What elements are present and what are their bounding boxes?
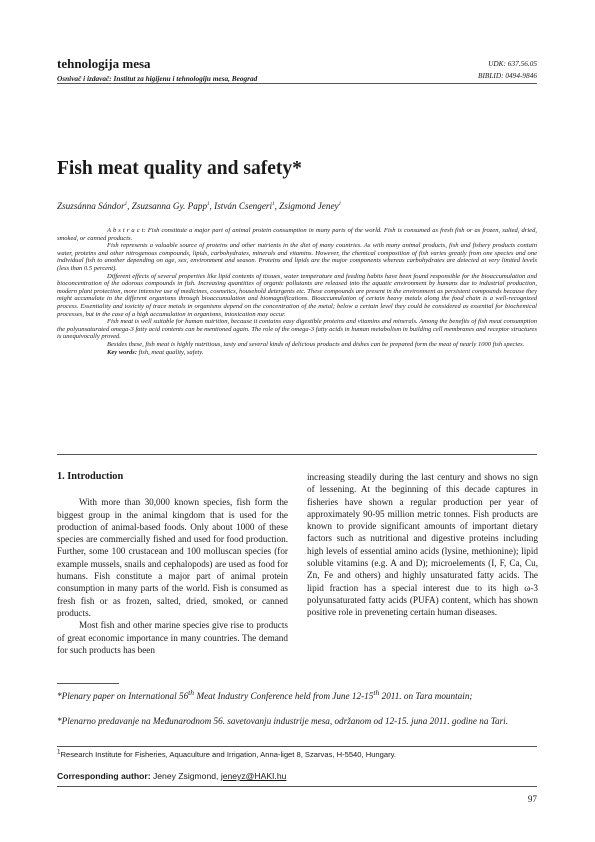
abstract-label: A b s t r a c t: [107, 227, 146, 234]
right-column [307, 471, 538, 619]
section-heading: 1. Introduction [57, 471, 124, 482]
header-divider [57, 83, 537, 84]
corresponding-name: Jeney Zsigmond, [152, 771, 219, 781]
author-name: Zsuzsanna Gy. Papp [131, 201, 208, 211]
affiliation-divider [57, 746, 537, 747]
keywords-text: fish, meat quality, safety. [138, 348, 204, 356]
journal-header [57, 56, 257, 83]
journal-title: tehnologija mesa [57, 56, 151, 71]
corresponding-label: Corresponding author: [57, 771, 151, 781]
author-affiliation-mark: 1 [272, 201, 275, 207]
footnote-plenary-sr: *Plenarno predavanje na Međunarodnom 56. savetovanju industrije mesa, održanom od 12-15. juna 2011. godine na Tari. [57, 716, 509, 726]
author-list: Zsuzsánna Sándor$^1$, Zsuzsanna Gy. Papp$^1$, István Csengeri$^1$, Zsigmond Jeney$^1$ [57, 201, 342, 211]
author-affiliation-mark: 1 [207, 201, 210, 207]
corresponding-email-link[interactable]: jeneyz@HAKI.hu [220, 771, 287, 781]
keywords [57, 349, 537, 357]
udk-code: UDK: 637.56.05 [488, 59, 537, 68]
body-paragraph: increasing steadily during the last century and shows no sign of lessening. At the beginning of this decade captures in fisheries have shown a regular production per year of approximately 90-95 million metric tonnes. Fish products are known to provide significant amounts of important dietary factors such as nutritional and digestive proteins including high levels of essential amino acids (lysine, methionine); lipid soluble vitamins (e.g. A and D); microelements (I, F, Ca, Cu, Zn, Fe and others) and highly unsaturated fatty acids. The lipid fraction has a special interest due to its high ω-3 polyunsaturated fatty acids (PUFA) content, which has shown positive role in preveneting certain human diseases. [307, 472, 538, 618]
author-affiliation-mark: 1 [338, 201, 342, 207]
paper-title: Fish meat quality and safety* [57, 158, 302, 179]
affiliation-mark: 1 [57, 748, 61, 756]
body-paragraph: Most fish and other marine species give rise to products of great economic importance in many countries. The demand for such products has been [57, 620, 288, 655]
page-number: 97 [527, 794, 537, 804]
header-codes [478, 58, 537, 82]
author-affiliation-mark: 1 [124, 201, 128, 207]
footnote-plenary-en: *Plenary paper on International 56th Meat Industry Conference held from June 12-15th 2011. on Tara mountain; [57, 687, 473, 701]
footer-divider [57, 786, 537, 787]
abstract-paragraph: Fish meat is well suitable for human nutrition, because it contains easy digestible proteins and vitamins and minerals. Among the benefits of fish meat consumption the polyunsaturated omega-3 fatty acid contents can be mentioned again. The role of the omega-3 fatty acids in human metabolism in building cell membranes and receptor structures is unequivocally proved. [57, 318, 537, 341]
publisher-line: Osnivač i izdavač: Institut za higijenu i tehnologiju mesa, Beograd [57, 74, 258, 83]
author-name: Zsuzsánna Sándor [57, 201, 125, 211]
section-divider [57, 454, 537, 455]
author-name: István Csengeri [214, 201, 273, 211]
footnote-divider [57, 683, 119, 684]
biblid-code: BIBLID: 0494-9846 [478, 71, 537, 80]
body-paragraph: With more than 30,000 known species, fish form the biggest group in the animal kingdom that is used for the production of animal-based foods. Only about 1000 of these species are commercially fished and used for food production. Further, some 100 crustacean and 100 molluscan species (for example mussels, snails and cephalopods) are used as food for humans. Fish constitute a major part of animal protein consumption in many parts of the world. Fish is consumed as fresh fish or as frozen, salted, dried, smoked, or canned products. [57, 497, 288, 618]
left-column [57, 471, 288, 656]
abstract [57, 227, 537, 356]
abstract-paragraph: A b s t r a c t: Fish constitute a major part of animal protein consumption in many parts of the world. Fish is consumed as fresh fish or as frozen, salted, dried, smoked, or canned products. [57, 227, 537, 242]
abstract-paragraph: Besides these, fish meat is highly nutritious, tasty and several kinds of delicious products and dishes can be prepared form the meat of nearly 1000 fish species. [107, 340, 525, 348]
affiliation [57, 750, 396, 759]
abstract-paragraph: Different effects of several properties like lipid contents of tissues, water temperature and feeding habits have been found responsible for the bioaccumulation and bioconcentration of the odorous compounds in fish. Increasing quantities of organic pollutants are released into the aquatic environment by humans due to industrial production, modern plant protection, more intensive use of medicines, cosmetics, household detergents etc. These compounds are present in the environment as persistent compounds because they might accumulate in the different organisms through bioaccumulation and biomagnifications. Bioaccumulation of certain heavy metals along the food chain is a well-recognized process. Essentiality and toxicity of trace metals in organisms depend on the concentration of the metal; below a certain level they could be considered as essential for biochemical processes, but in the case of a high accumulation in organisms, intoxication may occur. [57, 272, 537, 318]
abstract-paragraph: Fish represents a valuable source of proteins and other nutrients in the diet of many countries. As with many animal products, fish and fishery products contain water, proteins and other nitrogenous compounds, lipids, carbohydrates, minerals and vitamins. However, the chemical composition of fish varies greatly from one species and one individual fish to another depending on age, sex, environment and season. Proteins and lipids are the major components whereas carbohydrates are detected at very limited levels (less than 0.5 percent). [57, 242, 537, 272]
affiliation-text: Research Institute for Fisheries, Aquaculture and Irrigation, Anna-liget 8, Szarvas, H-5540, Hungary. [60, 750, 396, 759]
author-name: Zsigmond Jeney [279, 201, 339, 211]
keywords-label: Key words: [107, 348, 138, 356]
corresponding-author [57, 771, 286, 781]
